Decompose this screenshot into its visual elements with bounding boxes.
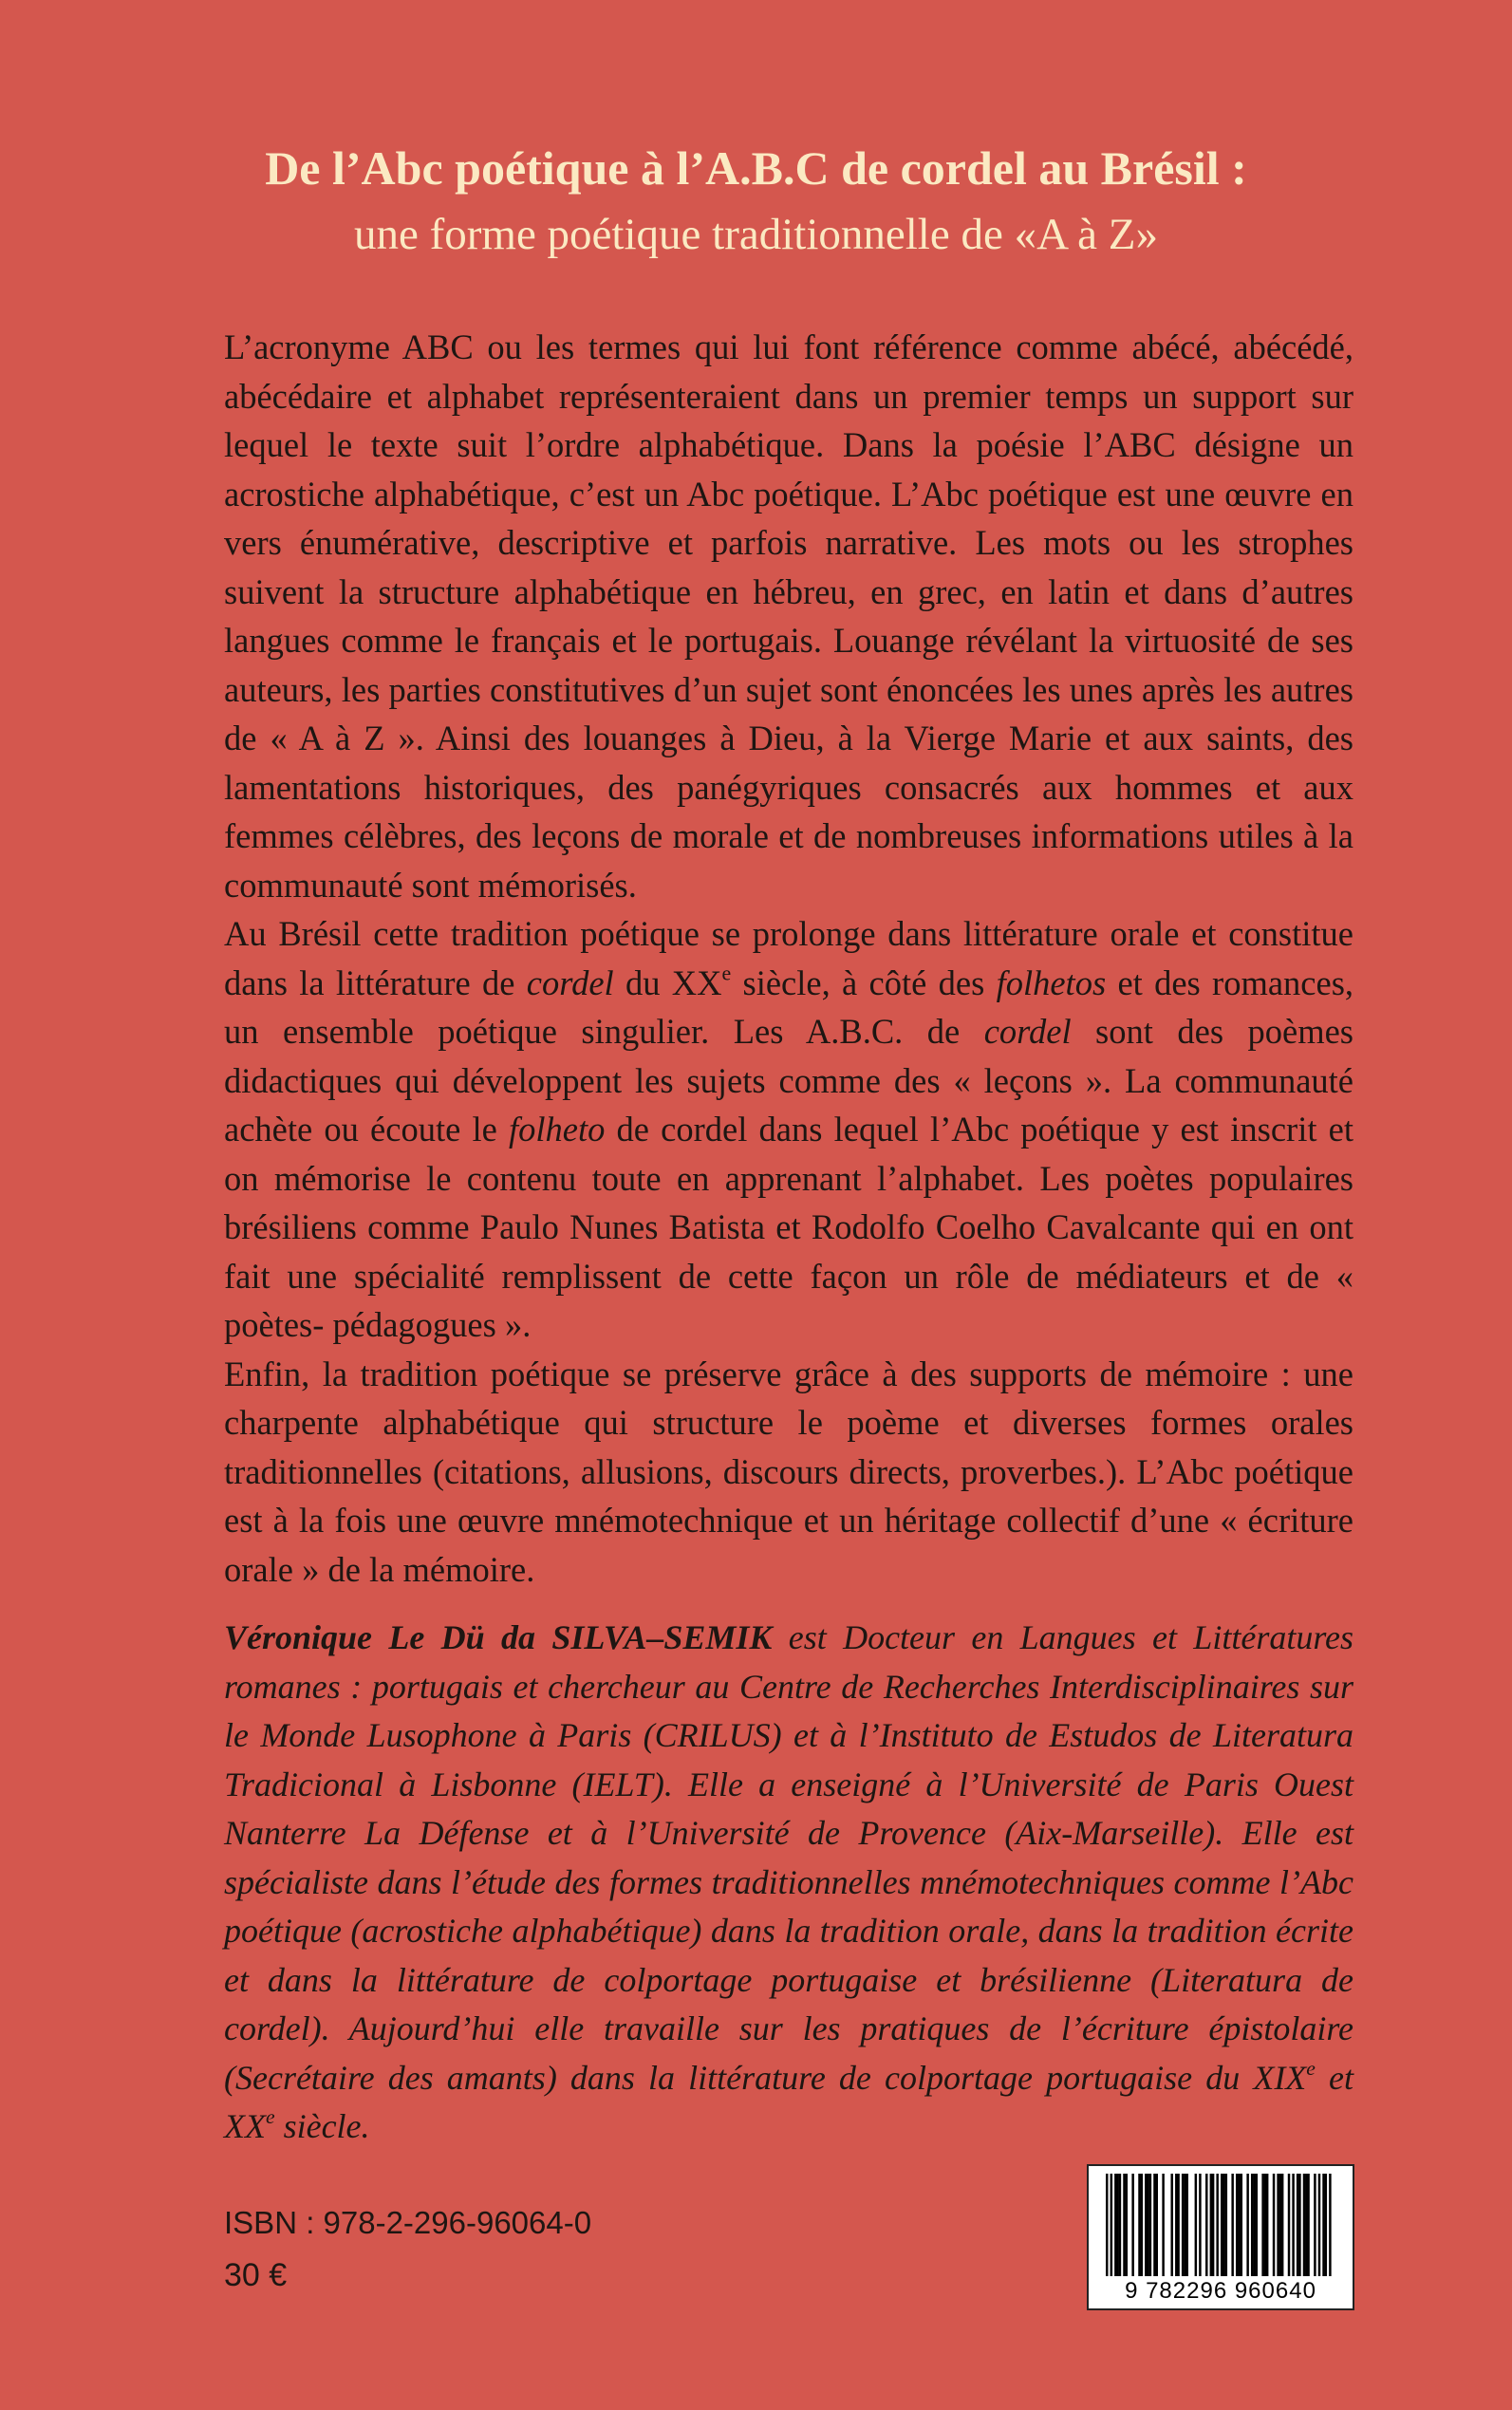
barcode-bar (1253, 2174, 1255, 2276)
barcode-bar (1292, 2174, 1294, 2276)
text-run: et des romances, un ensemble poétique singulier. Les A.B.C. de (224, 962, 1354, 1051)
barcode-bar (1298, 2174, 1300, 2276)
bio-text: et XX (224, 2058, 1353, 2145)
barcode-bar (1288, 2174, 1290, 2276)
summary-paragraph-3: Enfin, la tradition poétique se préserve grâce à des supports de mémoire : une charpente alphabétique qui structure le poème et diverses formes orales traditionnelles (citations, allusions, discours directs, proverbes.). L’Abc poétique est à la fois une œuvre mnémotechnique et un héritage collectif d’une « écriture orale » de la mémoire. (224, 1354, 1353, 1589)
barcode-bar (1231, 2174, 1233, 2276)
barcode-bars (1106, 2174, 1335, 2276)
barcode-bar (1314, 2174, 1316, 2276)
barcode-bar (1114, 2174, 1116, 2276)
text-run: siècle, à côté des (731, 962, 997, 1002)
barcode-bar (1138, 2174, 1140, 2276)
barcode-bar (1205, 2174, 1207, 2276)
barcode-bar (1153, 2174, 1155, 2276)
barcode-bar (1119, 2174, 1121, 2276)
barcode-bar (1111, 2174, 1112, 2276)
barcode-bar (1131, 2174, 1133, 2276)
barcode-bar (1170, 2174, 1172, 2276)
barcode (1087, 2164, 1354, 2310)
barcode-bar (1116, 2174, 1118, 2276)
barcode-bar (1325, 2174, 1327, 2276)
barcode-bar (1281, 2174, 1283, 2276)
superscript: e (1306, 2056, 1316, 2080)
barcode-bar (1279, 2174, 1281, 2276)
barcode-bar (1182, 2174, 1184, 2276)
barcode-bar (1221, 2174, 1223, 2276)
barcode-bar (1156, 2174, 1158, 2276)
barcode-bar (1256, 2174, 1258, 2276)
barcode-bar (1329, 2174, 1331, 2276)
barcode-bar (1185, 2174, 1187, 2276)
barcode-number: 9 782296 960640 (1125, 2278, 1316, 2304)
barcode-bar (1149, 2174, 1151, 2276)
barcode-bar (1177, 2174, 1179, 2276)
barcode-bar (1126, 2174, 1128, 2276)
author-bio (224, 1614, 1353, 2152)
barcode-bar (1162, 2174, 1164, 2276)
barcode-bar (1147, 2174, 1148, 2276)
barcode-bar (1246, 2174, 1248, 2276)
author-name: Véronique Le Dü da SILVA–SEMIK (224, 1618, 773, 1656)
barcode-bar (1141, 2174, 1143, 2276)
barcode-bar (1145, 2174, 1147, 2276)
barcode-bar (1216, 2174, 1218, 2276)
barcode-bar (1106, 2174, 1108, 2276)
barcode-bar (1251, 2174, 1253, 2276)
title-block (0, 138, 1512, 265)
barcode-bar (1297, 2174, 1298, 2276)
barcode-bar (1223, 2174, 1224, 2276)
italic-term: cordel (983, 1012, 1072, 1051)
price: 30 € (224, 2257, 288, 2293)
barcode-bar (1212, 2174, 1214, 2276)
superscript: e (265, 2104, 275, 2128)
barcode-bar (1241, 2174, 1242, 2276)
summary-paragraph-1: L’acronyme ABC ou les termes qui lui font référence comme abécé, abécédé, abécédaire et alphabet représenteraient dans un premier temps un support sur lequel le texte suit l’ordre alphabétique. Dans la poésie l’ABC désigne un acrostiche alphabétique, c’est un Abc poétique. L’Abc poétique est une œuvre en vers énumérative, descriptive et parfois narrative. Les mots ou les strophes suivent la structure alphabétique en hébreu, en grec, en latin et dans d’autres langues comme le français et le portugais. Louange révélant la virtuosité de ses auteurs, les parties constitutives d’un sujet sont énoncées les unes après les autres de « A à Z ». Ainsi des louanges à Dieu, à la Vierge Marie et aux saints, des lamentations historiques, des panégyriques consacrés aux hommes et aux femmes célèbres, des leçons de morale et de nombreuses informations utiles à la communauté sont mémorisés. (224, 327, 1353, 905)
text-run: sont des poèmes didactiques qui développent les sujets comme des « leçons ». La communauté achète ou écoute le (224, 1012, 1353, 1149)
summary-text (224, 323, 1353, 1594)
summary-paragraph-2 (224, 909, 1353, 1350)
barcode-bar (1273, 2174, 1275, 2276)
barcode-bar (1184, 2174, 1185, 2276)
bio-text: est Docteur en Langues et Littératures romanes : portugais et chercheur au Centre de Recherches Interdisciplinaires sur le Monde Lusophone à Paris (CRILUS) et à l’Instituto de Estudos de Literatura Tradicional à Lisbonne (IELT). Elle a enseigné à l’Université de Paris Ouest Nanterre La Défense et à l’Université de Provence (Aix-Marseille). Elle est spécialiste dans l’étude des formes traditionnelles mnémotechniques comme l’Abc poétique (acrostiche alphabétique) dans la tradition orale, dans la tradition écrite et dans la littérature de colportage portugaise et brésilienne (Literatura de cordel). Aujourd’hui elle travaille sur les pratiques de l’écriture épistolaire (Secrétaire des amants) dans la littérature de colportage portugaise du XIX (224, 1618, 1353, 2097)
superscript: e (721, 961, 732, 985)
italic-term: cordel (526, 962, 614, 1002)
barcode-bar (1266, 2174, 1268, 2276)
barcode-bar (1318, 2174, 1320, 2276)
text-run: Au Brésil cette tradition poétique se prolonge dans littérature orale et constitue dans la littérature de (224, 914, 1353, 1002)
italic-term: folhetos (996, 962, 1107, 1002)
barcode-bar (1236, 2174, 1238, 2276)
barcode-bar (1264, 2174, 1266, 2276)
barcode-bar (1303, 2174, 1305, 2276)
barcode-bar (1307, 2174, 1309, 2276)
barcode-bar (1238, 2174, 1240, 2276)
barcode-bar (1322, 2174, 1324, 2276)
book-title: De l’Abc poétique à l’A.B.C de cordel au Brésil : (265, 141, 1247, 195)
barcode-bar (1261, 2174, 1263, 2276)
barcode-bar (1305, 2174, 1307, 2276)
barcode-bar (1225, 2174, 1227, 2276)
barcode-bar (1277, 2174, 1279, 2276)
barcode-bar (1199, 2174, 1201, 2276)
barcode-bar (1175, 2174, 1177, 2276)
book-subtitle: une forme poétique traditionnelle de «A à Z» (353, 210, 1159, 259)
barcode-bar (1210, 2174, 1212, 2276)
text-run: de cordel dans lequel l’Abc poétique y est inscrit et on mémorise le contenu toute en apprenant l’alphabet. Les poètes populaires brésiliens comme Paulo Nunes Batista et Rodolfo Coelho Cavalcante qui en ont fait une spécialité remplissent de cette façon un rôle de médiateurs et de « poètes- pédagogues ». (224, 1110, 1353, 1344)
barcode-bar (1123, 2174, 1125, 2276)
barcode-bar (1195, 2174, 1197, 2276)
italic-term: folheto (508, 1110, 606, 1149)
text-run: du XX (613, 962, 722, 1002)
bio-text: siècle. (274, 2107, 370, 2145)
isbn: ISBN : 978-2-296-96064-0 (224, 2205, 592, 2240)
